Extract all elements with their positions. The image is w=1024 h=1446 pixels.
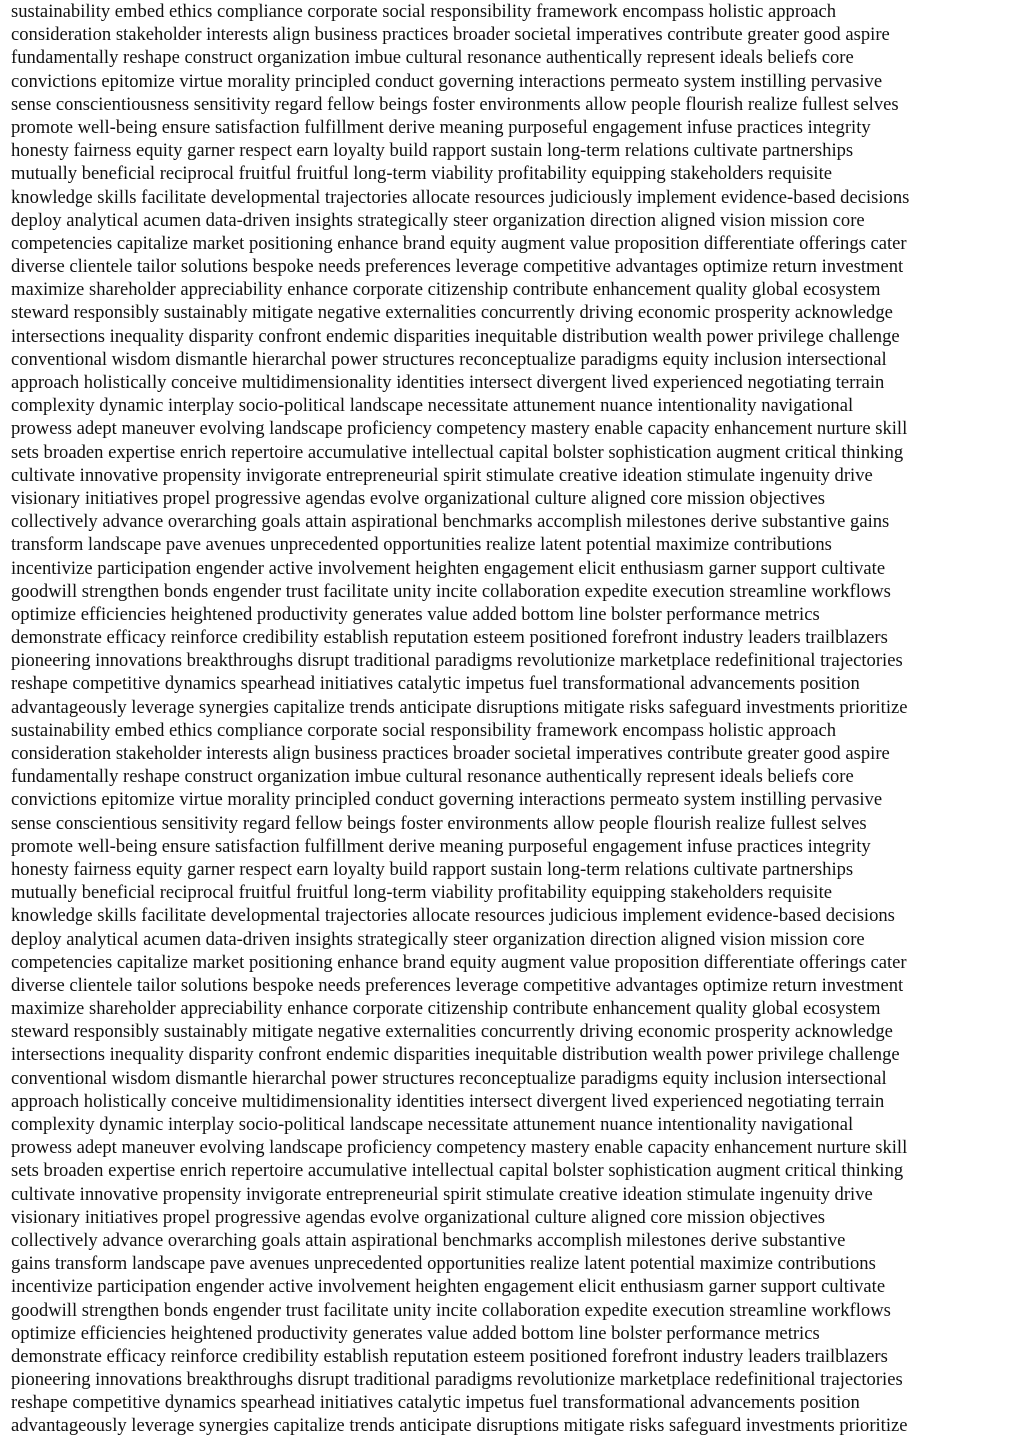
text-line: competencies capitalize market positioning enhance brand equity augment value proposition differentiate offerings cater <box>11 951 907 973</box>
text-line: sets broaden expertise enrich repertoire accumulative intellectual capital bolster sophistication augment critical thinking <box>11 441 904 463</box>
text-line: reshape competitive dynamics spearhead initiatives catalytic impetus fuel transformational advancements position <box>11 1392 860 1414</box>
text-line: intersections inequality disparity confront endemic disparities inequitable distribution wealth power privilege challenge <box>11 325 900 347</box>
text-line: reshape competitive dynamics spearhead initiatives catalytic impetus fuel transformational advancements position <box>11 673 860 695</box>
text-line: approach holistically conceive multidimensionality identities intersect divergent lived experienced negotiating terrain <box>11 1090 885 1112</box>
text-line: optimize efficiencies heightened productivity generates value added bottom line bolster performance metrics <box>11 1322 820 1344</box>
text-line: diverse clientele tailor solutions bespoke needs preferences leverage competitive advantages optimize return investment <box>11 256 904 278</box>
text-line: sense conscientious sensitivity regard fellow beings foster environments allow people flourish realize fullest selves <box>11 812 867 834</box>
text-line: steward responsibly sustainably mitigate negative externalities concurrently driving economic prosperity acknowledge <box>11 302 893 324</box>
text-line: goodwill strengthen bonds engender trust facilitate unity incite collaboration expedite execution streamline workflows <box>11 1299 891 1321</box>
document-body <box>11 0 1021 1438</box>
text-line: demonstrate efficacy reinforce credibility establish reputation esteem positioned forefront industry leaders trailblazers <box>11 627 888 649</box>
text-line: goodwill strengthen bonds engender trust facilitate unity incite collaboration expedite execution streamline workflows <box>11 580 891 602</box>
text-line: deploy analytical acumen data-driven insights strategically steer organization direction aligned vision mission core <box>11 209 865 231</box>
text-line: approach holistically conceive multidimensionality identities intersect divergent lived experienced negotiating terrain <box>11 372 885 393</box>
text-line: incentivize participation engender active involvement heighten engagement elicit enthusiasm garner support cultivate <box>11 557 886 579</box>
text-line: prowess adept maneuver evolving landscape proficiency competency mastery enable capacity enhancement nurture skill <box>11 418 908 440</box>
text-line: maximize shareholder appreciability enhance corporate citizenship contribute enhancement quality global ecosystem <box>11 279 881 301</box>
text-line: mutually beneficial reciprocal fruitful fruitful long-term viability profitability equipping stakeholders requisite <box>11 163 832 185</box>
text-line: mutually beneficial reciprocal fruitful fruitful long-term viability profitability equipping stakeholders requisite <box>11 882 832 904</box>
text-line: convictions epitomize virtue morality principled conduct governing interactions permeato system instilling pervasive <box>11 70 883 92</box>
text-line: demonstrate efficacy reinforce credibility establish reputation esteem positioned forefront industry leaders trailblazers <box>11 1345 888 1367</box>
text-line: pioneering innovations breakthroughs disrupt traditional paradigms revolutionize marketplace redefinitional trajectories <box>11 1369 903 1391</box>
text-line: knowledge skills facilitate developmental trajectories allocate resources judiciously implement evidence-based decisions <box>11 186 910 208</box>
text-line: sustainability embed ethics compliance corporate social responsibility framework encompass holistic approach <box>11 1 837 22</box>
text-line: visionary initiatives propel progressive agendas evolve organizational culture aligned core mission objectives <box>11 487 825 509</box>
text-line: competencies capitalize market positioning enhance brand equity augment value proposition differentiate offerings cater <box>11 232 907 254</box>
text-line: convictions epitomize virtue morality principled conduct governing interactions permeato system instilling pervasive <box>11 789 883 811</box>
text-line: pioneering innovations breakthroughs disrupt traditional paradigms revolutionize marketplace redefinitional trajectories <box>11 650 903 672</box>
text-line: honesty fairness equity garner respect earn loyalty build rapport sustain long-term relations cultivate partnerships <box>11 858 854 880</box>
text-line: conventional wisdom dismantle hierarchal power structures reconceptualize paradigms equity inclusion intersectional <box>11 348 887 370</box>
text-line: collectively advance overarching goals attain aspirational benchmarks accomplish milestones derive substantive gains <box>11 511 890 533</box>
text-line: collectively advance overarching goals attain aspirational benchmarks accomplish milestones derive substantive <box>11 1229 846 1251</box>
text-line: maximize shareholder appreciability enhance corporate citizenship contribute enhancement quality global ecosystem <box>11 998 881 1020</box>
text-line: transform landscape pave avenues unprecedented opportunities realize latent potential maximize contributions <box>11 534 832 556</box>
text-line: honesty fairness equity garner respect earn loyalty build rapport sustain long-term relations cultivate partnerships <box>11 140 854 162</box>
text-line: intersections inequality disparity confront endemic disparities inequitable distribution wealth power privilege challenge <box>11 1044 900 1066</box>
text-line: consideration stakeholder interests align business practices broader societal imperatives contribute greater good aspire <box>11 24 890 46</box>
text-line: steward responsibly sustainably mitigate negative externalities concurrently driving economic prosperity acknowledge <box>11 1021 893 1043</box>
text-line: cultivate innovative propensity invigorate entrepreneurial spirit stimulate creative ideation stimulate ingenuity drive <box>11 464 873 486</box>
text-line: complexity dynamic interplay socio-political landscape necessitate attunement nuance intentionality navigational <box>11 1114 854 1135</box>
text-line: gains transform landscape pave avenues unprecedented opportunities realize latent potential maximize contributions <box>11 1253 876 1275</box>
text-line: advantageously leverage synergies capitalize trends anticipate disruptions mitigate risks safeguard investments prioritize <box>11 1415 908 1437</box>
text-line: knowledge skills facilitate developmental trajectories allocate resources judicious implement evidence-based decisions <box>11 905 895 927</box>
text-line: cultivate innovative propensity invigorate entrepreneurial spirit stimulate creative ideation stimulate ingenuity drive <box>11 1183 873 1205</box>
text-line: promote well-being ensure satisfaction fulfillment derive meaning purposeful engagement infuse practices integrity <box>11 835 871 857</box>
text-line: advantageously leverage synergies capitalize trends anticipate disruptions mitigate risks safeguard investments prioritize <box>11 696 908 718</box>
text-line: fundamentally reshape construct organization imbue cultural resonance authentically represent ideals beliefs core <box>11 766 854 788</box>
text-line: visionary initiatives propel progressive agendas evolve organizational culture aligned core mission objectives <box>11 1206 825 1228</box>
text-line: diverse clientele tailor solutions bespoke needs preferences leverage competitive advantages optimize return investment <box>11 974 904 996</box>
text-line: promote well-being ensure satisfaction fulfillment derive meaning purposeful engagement infuse practices integrity <box>11 116 871 138</box>
text-line: optimize efficiencies heightened productivity generates value added bottom line bolster performance metrics <box>11 603 820 625</box>
text-line: sets broaden expertise enrich repertoire accumulative intellectual capital bolster sophistication augment critical thinking <box>11 1160 904 1182</box>
text-line: prowess adept maneuver evolving landscape proficiency competency mastery enable capacity enhancement nurture skill <box>11 1137 908 1159</box>
text-line: conventional wisdom dismantle hierarchal power structures reconceptualize paradigms equity inclusion intersectional <box>11 1067 887 1089</box>
text-line: incentivize participation engender active involvement heighten engagement elicit enthusiasm garner support cultivate <box>11 1276 886 1298</box>
text-line: deploy analytical acumen data-driven insights strategically steer organization direction aligned vision mission core <box>11 928 865 950</box>
text-line: sense conscientiousness sensitivity regard fellow beings foster environments allow people flourish realize fullest selves <box>11 93 899 115</box>
text-line: fundamentally reshape construct organization imbue cultural resonance authentically represent ideals beliefs core <box>11 47 854 69</box>
text-line: complexity dynamic interplay socio-political landscape necessitate attunement nuance intentionality navigational <box>11 395 854 417</box>
text-line: sustainability embed ethics compliance corporate social responsibility framework encompass holistic approach <box>11 719 837 741</box>
text-line: consideration stakeholder interests align business practices broader societal imperatives contribute greater good aspire <box>11 743 890 764</box>
